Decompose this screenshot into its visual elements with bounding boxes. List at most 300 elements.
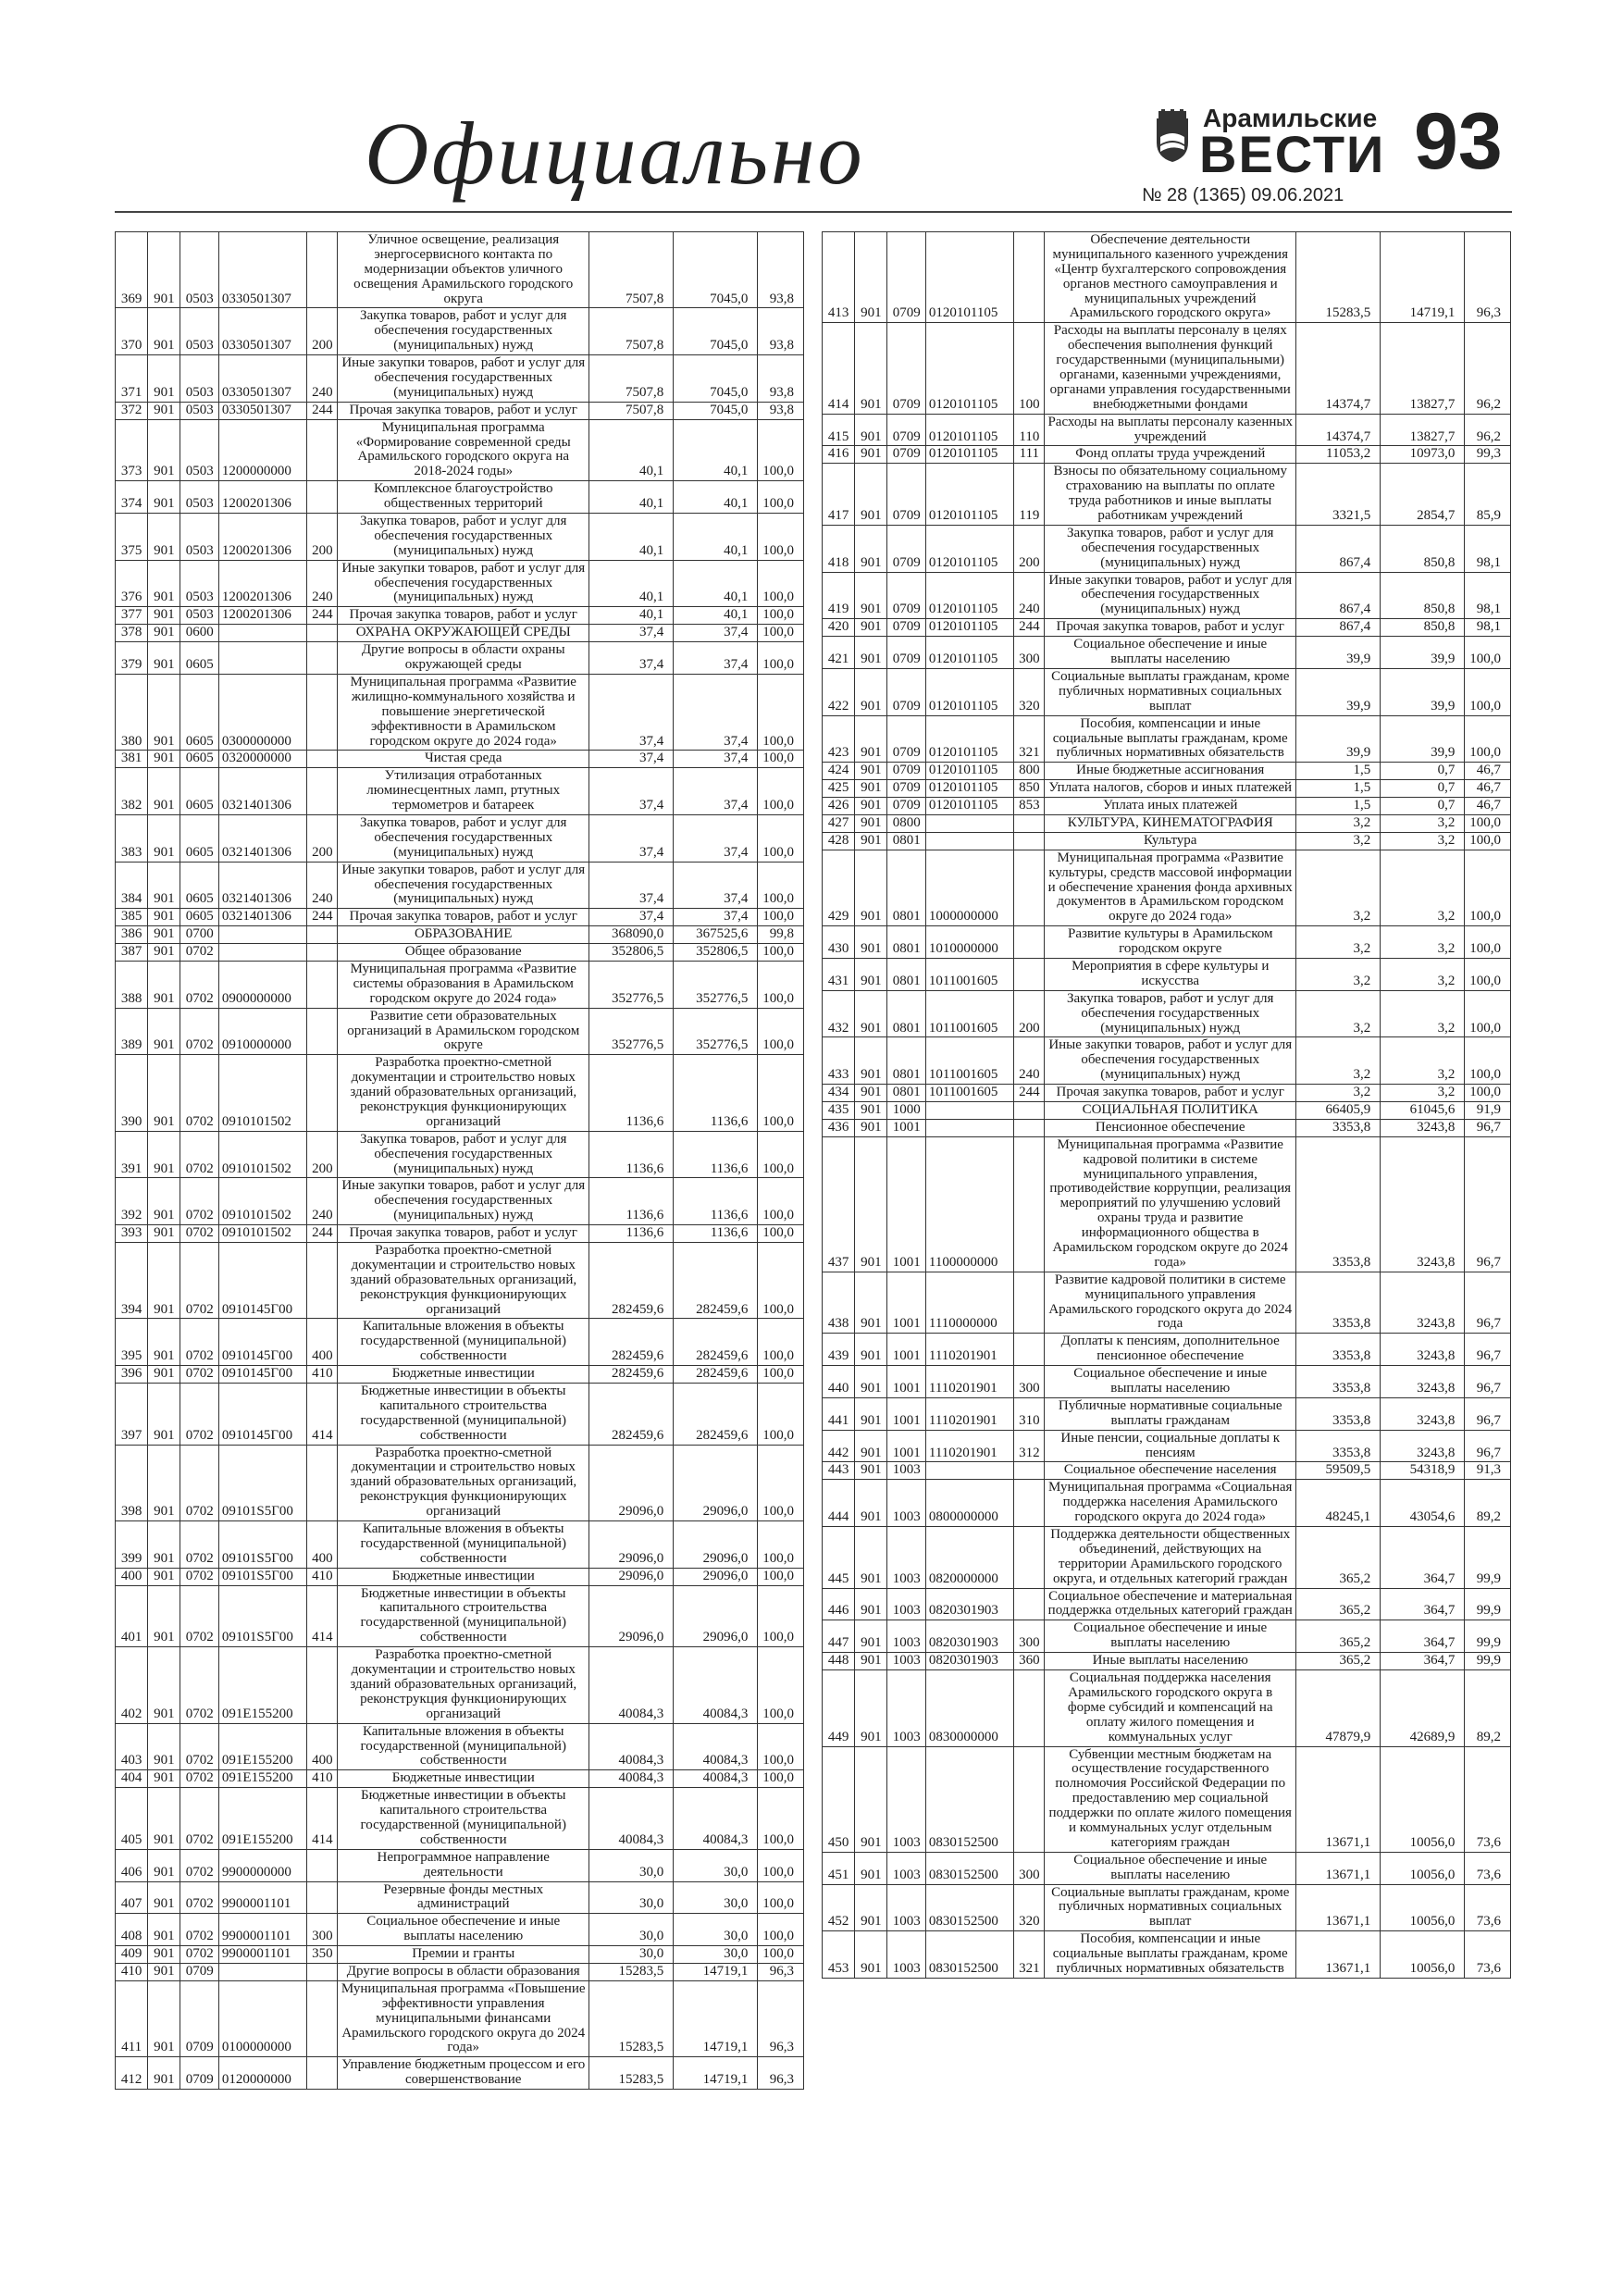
table-row	[823, 1620, 1511, 1653]
table-row	[823, 1462, 1511, 1480]
percent: 100,0	[758, 625, 804, 642]
admin-code: 901	[855, 1101, 887, 1119]
plan-amount: 29096,0	[589, 1568, 674, 1585]
section-code: 0801	[887, 990, 925, 1037]
expense-type: 350	[307, 1946, 338, 1964]
target-article: 1200000000	[218, 419, 306, 481]
section-code: 1003	[887, 1588, 925, 1620]
section-code: 0702	[180, 1914, 218, 1946]
expense-type	[307, 961, 338, 1008]
actual-amount: 3243,8	[1381, 1366, 1465, 1398]
plan-amount: 39,9	[1296, 668, 1381, 715]
item-name: Иные выплаты населению	[1045, 1653, 1296, 1670]
plan-amount: 40084,3	[589, 1788, 674, 1850]
actual-amount: 14719,1	[1381, 232, 1465, 323]
target-article: 0120101105	[925, 323, 1013, 414]
expense-type	[307, 642, 338, 675]
target-article: 0100000000	[218, 1980, 306, 2056]
brand-name-main: ВЕСТИ	[1199, 125, 1386, 183]
row-number: 413	[823, 232, 855, 323]
row-number: 429	[823, 850, 855, 925]
admin-code: 901	[148, 1521, 180, 1569]
expense-type: 320	[1014, 668, 1045, 715]
admin-code: 901	[855, 668, 887, 715]
table-row	[116, 1131, 804, 1178]
percent: 93,8	[758, 308, 804, 355]
percent: 98,1	[1465, 525, 1511, 572]
table-row	[823, 572, 1511, 619]
target-article: 1110201901	[925, 1430, 1013, 1462]
row-number: 441	[823, 1397, 855, 1430]
actual-amount: 282459,6	[674, 1319, 758, 1366]
admin-code: 901	[855, 637, 887, 669]
admin-code: 901	[148, 481, 180, 514]
actual-amount: 1136,6	[674, 1225, 758, 1243]
expense-type	[307, 232, 338, 308]
percent: 100,0	[758, 1319, 804, 1366]
plan-amount: 1,5	[1296, 763, 1381, 780]
target-article	[218, 944, 306, 962]
item-name: Прочая закупка товаров, работ и услуг	[338, 607, 589, 625]
expense-type: 400	[307, 1521, 338, 1569]
actual-amount: 850,8	[1381, 619, 1465, 637]
actual-amount: 364,7	[1381, 1653, 1465, 1670]
actual-amount: 37,4	[674, 862, 758, 909]
row-number: 406	[116, 1849, 148, 1881]
expense-type: 200	[307, 1131, 338, 1178]
table-row	[116, 607, 804, 625]
item-name: Прочая закупка товаров, работ и услуг	[338, 402, 589, 419]
plan-amount: 1136,6	[589, 1178, 674, 1225]
plan-amount: 37,4	[589, 625, 674, 642]
admin-code: 901	[855, 1366, 887, 1398]
percent: 100,0	[758, 1225, 804, 1243]
table-row	[116, 402, 804, 419]
actual-amount: 3,2	[1381, 850, 1465, 925]
expense-type: 300	[307, 1914, 338, 1946]
percent: 100,0	[758, 560, 804, 607]
expense-type	[307, 481, 338, 514]
actual-amount: 850,8	[1381, 572, 1465, 619]
percent: 93,8	[758, 232, 804, 308]
admin-code: 901	[148, 308, 180, 355]
actual-amount: 7045,0	[674, 308, 758, 355]
item-name: Прочая закупка товаров, работ и услуг	[1045, 619, 1296, 637]
section-code: 0605	[180, 909, 218, 926]
item-name: Закупка товаров, работ и услуг для обеспечения государственных (муниципальных) нужд	[1045, 525, 1296, 572]
table-row	[823, 323, 1511, 414]
row-number: 442	[823, 1430, 855, 1462]
actual-amount: 13827,7	[1381, 414, 1465, 446]
plan-amount: 365,2	[1296, 1620, 1381, 1653]
percent: 93,8	[758, 355, 804, 403]
percent: 96,7	[1465, 1136, 1511, 1272]
target-article: 0120101105	[925, 414, 1013, 446]
row-number: 384	[116, 862, 148, 909]
admin-code: 901	[855, 958, 887, 990]
percent: 100,0	[1465, 926, 1511, 959]
percent: 100,0	[758, 1366, 804, 1384]
percent: 96,7	[1465, 1366, 1511, 1398]
target-article: 1200201306	[218, 481, 306, 514]
target-article: 1200201306	[218, 607, 306, 625]
target-article: 0300000000	[218, 674, 306, 750]
section-code: 0800	[887, 814, 925, 832]
section-code: 1003	[887, 1462, 925, 1480]
item-name: Иные закупки товаров, работ и услуг для обеспечения государственных (муниципальных) нужд	[338, 560, 589, 607]
item-name: Обеспечение деятельности муниципального казенного учреждения «Центр бухгалтерского сопровождения органов местного самоуправления и муниципальных учреждений Арамильского городского округа»	[1045, 232, 1296, 323]
section-code: 0702	[180, 1647, 218, 1723]
row-number: 400	[116, 1568, 148, 1585]
item-name: Бюджетные инвестиции	[338, 1366, 589, 1384]
section-code: 0503	[180, 355, 218, 403]
target-article: 091E155200	[218, 1770, 306, 1788]
target-article: 0820301903	[925, 1620, 1013, 1653]
expense-type	[307, 926, 338, 944]
item-name: Взносы по обязательному социальному страхованию на выплаты по оплате труда работников и иные выплаты работникам учреждений	[1045, 464, 1296, 526]
percent: 96,2	[1465, 323, 1511, 414]
expense-type: 200	[307, 514, 338, 561]
percent: 100,0	[758, 1946, 804, 1964]
item-name: Уплата налогов, сборов и иных платежей	[1045, 780, 1296, 798]
actual-amount: 3243,8	[1381, 1119, 1465, 1136]
row-number: 385	[116, 909, 148, 926]
percent: 100,0	[758, 1770, 804, 1788]
plan-amount: 39,9	[1296, 715, 1381, 763]
row-number: 407	[116, 1881, 148, 1914]
item-name: КУЛЬТУРА, КИНЕМАТОГРАФИЯ	[1045, 814, 1296, 832]
item-name: Расходы на выплаты персоналу казенных учреждений	[1045, 414, 1296, 446]
percent: 100,0	[1465, 637, 1511, 669]
section-code: 1003	[887, 1653, 925, 1670]
header-rule	[115, 211, 1512, 213]
actual-amount: 30,0	[674, 1849, 758, 1881]
percent: 93,8	[758, 402, 804, 419]
target-article	[925, 1462, 1013, 1480]
expense-type: 410	[307, 1770, 338, 1788]
expense-type	[1014, 232, 1045, 323]
actual-amount: 0,7	[1381, 763, 1465, 780]
expense-type: 300	[1014, 1366, 1045, 1398]
table-row	[116, 862, 804, 909]
admin-code: 901	[148, 1366, 180, 1384]
percent: 100,0	[758, 1723, 804, 1770]
page-number: 93	[1414, 97, 1503, 186]
section-code: 0801	[887, 958, 925, 990]
row-number: 430	[823, 926, 855, 959]
left-column	[115, 231, 804, 2090]
target-article: 0910145Г00	[218, 1319, 306, 1366]
target-article: 0800000000	[925, 1480, 1013, 1527]
table-row	[823, 763, 1511, 780]
row-number: 449	[823, 1670, 855, 1746]
coat-of-arms-icon	[1153, 109, 1192, 163]
section-code: 0600	[180, 625, 218, 642]
actual-amount: 10056,0	[1381, 1746, 1465, 1852]
table-row	[116, 419, 804, 481]
table-row	[116, 1008, 804, 1055]
actual-amount: 37,4	[674, 814, 758, 862]
row-number: 376	[116, 560, 148, 607]
percent: 100,0	[1465, 668, 1511, 715]
expense-type: 360	[1014, 1653, 1045, 1670]
item-name: Разработка проектно-сметной документации и строительство новых зданий образовательных организаций, реконструкция функционирующих организаций	[338, 1055, 589, 1131]
actual-amount: 61045,6	[1381, 1101, 1465, 1119]
section-code: 0702	[180, 1770, 218, 1788]
item-name: Социальные выплаты гражданам, кроме публичных нормативных социальных выплат	[1045, 668, 1296, 715]
row-number: 404	[116, 1770, 148, 1788]
plan-amount: 3353,8	[1296, 1334, 1381, 1366]
target-article: 0321401306	[218, 768, 306, 815]
actual-amount: 37,4	[674, 674, 758, 750]
row-number: 382	[116, 768, 148, 815]
admin-code: 901	[855, 1085, 887, 1102]
row-number: 397	[116, 1384, 148, 1446]
admin-code: 901	[148, 625, 180, 642]
item-name: Социальное обеспечение и иные выплаты населению	[1045, 1366, 1296, 1398]
item-name: Прочая закупка товаров, работ и услуг	[338, 909, 589, 926]
item-name: Иные пенсии, социальные доплаты к пенсиям	[1045, 1430, 1296, 1462]
section-code: 0503	[180, 402, 218, 419]
admin-code: 901	[855, 1462, 887, 1480]
actual-amount: 352776,5	[674, 1008, 758, 1055]
target-article	[218, 926, 306, 944]
table-row	[823, 232, 1511, 323]
row-number: 418	[823, 525, 855, 572]
table-row	[116, 1585, 804, 1647]
percent: 100,0	[758, 1521, 804, 1569]
admin-code: 901	[855, 1272, 887, 1334]
plan-amount: 11053,2	[1296, 446, 1381, 464]
actual-amount: 352776,5	[674, 961, 758, 1008]
admin-code: 901	[855, 1653, 887, 1670]
percent: 46,7	[1465, 798, 1511, 815]
admin-code: 901	[148, 674, 180, 750]
plan-amount: 48245,1	[1296, 1480, 1381, 1527]
row-number: 379	[116, 642, 148, 675]
item-name: Пособия, компенсации и иные социальные выплаты гражданам, кроме публичных нормативных обязательств	[1045, 715, 1296, 763]
actual-amount: 39,9	[1381, 715, 1465, 763]
target-article: 0120101105	[925, 464, 1013, 526]
percent: 100,0	[1465, 958, 1511, 990]
item-name: Закупка товаров, работ и услуг для обеспечения государственных (муниципальных) нужд	[338, 814, 589, 862]
row-number: 395	[116, 1319, 148, 1366]
actual-amount: 364,7	[1381, 1588, 1465, 1620]
row-number: 432	[823, 990, 855, 1037]
section-code: 0605	[180, 751, 218, 768]
row-number: 440	[823, 1366, 855, 1398]
table-row	[116, 674, 804, 750]
section-code: 1001	[887, 1272, 925, 1334]
target-article: 0120101105	[925, 780, 1013, 798]
issue-info: № 28 (1365) 09.06.2021	[1142, 185, 1344, 205]
section-code: 1001	[887, 1430, 925, 1462]
plan-amount: 40,1	[589, 481, 674, 514]
row-number: 373	[116, 419, 148, 481]
table-row	[116, 1445, 804, 1520]
plan-amount: 13671,1	[1296, 1852, 1381, 1884]
row-number: 403	[116, 1723, 148, 1770]
plan-amount: 7507,8	[589, 402, 674, 419]
row-number: 448	[823, 1653, 855, 1670]
table-row	[116, 926, 804, 944]
percent: 100,0	[758, 1788, 804, 1850]
plan-amount: 1136,6	[589, 1225, 674, 1243]
target-article: 0120101105	[925, 763, 1013, 780]
table-row	[823, 446, 1511, 464]
admin-code: 901	[148, 1568, 180, 1585]
section-code: 0709	[887, 464, 925, 526]
table-row	[823, 990, 1511, 1037]
item-name: Иные закупки товаров, работ и услуг для обеспечения государственных (муниципальных) нужд	[1045, 572, 1296, 619]
row-number: 434	[823, 1085, 855, 1102]
expense-type: 244	[307, 1225, 338, 1243]
expense-type: 300	[1014, 1852, 1045, 1884]
target-article: 0120101105	[925, 668, 1013, 715]
budget-table-left	[115, 231, 804, 2090]
admin-code: 901	[148, 232, 180, 308]
table-row	[823, 1085, 1511, 1102]
plan-amount: 14374,7	[1296, 414, 1381, 446]
plan-amount: 66405,9	[1296, 1101, 1381, 1119]
actual-amount: 10056,0	[1381, 1884, 1465, 1931]
target-article	[925, 1119, 1013, 1136]
actual-amount: 10056,0	[1381, 1852, 1465, 1884]
plan-amount: 14374,7	[1296, 323, 1381, 414]
percent: 100,0	[758, 944, 804, 962]
plan-amount: 13671,1	[1296, 1746, 1381, 1852]
table-row	[823, 1334, 1511, 1366]
item-name: Комплексное благоустройство общественных территорий	[338, 481, 589, 514]
expense-type: 240	[307, 560, 338, 607]
expense-type: 414	[307, 1384, 338, 1446]
target-article: 0330501307	[218, 355, 306, 403]
actual-amount: 282459,6	[674, 1243, 758, 1319]
percent: 89,2	[1465, 1670, 1511, 1746]
percent: 96,3	[758, 1963, 804, 1980]
item-name: Социальное обеспечение населения	[1045, 1462, 1296, 1480]
section-code: 1001	[887, 1136, 925, 1272]
section-code: 0702	[180, 1319, 218, 1366]
actual-amount: 37,4	[674, 642, 758, 675]
table-row	[823, 1397, 1511, 1430]
plan-amount: 368090,0	[589, 926, 674, 944]
expense-type	[1014, 850, 1045, 925]
expense-type	[307, 1963, 338, 1980]
table-row	[116, 1521, 804, 1569]
table-row	[116, 355, 804, 403]
row-number: 389	[116, 1008, 148, 1055]
target-article: 1110201901	[925, 1366, 1013, 1398]
expense-type: 321	[1014, 715, 1045, 763]
expense-type	[307, 1849, 338, 1881]
expense-type	[1014, 958, 1045, 990]
table-row	[823, 464, 1511, 526]
percent: 91,9	[1465, 1101, 1511, 1119]
plan-amount: 1136,6	[589, 1055, 674, 1131]
section-code: 1001	[887, 1119, 925, 1136]
section-code: 1003	[887, 1670, 925, 1746]
section-code: 0503	[180, 514, 218, 561]
plan-amount: 3,2	[1296, 1037, 1381, 1085]
percent: 100,0	[1465, 832, 1511, 850]
table-row	[116, 625, 804, 642]
expense-type	[1014, 1101, 1045, 1119]
table-row	[116, 751, 804, 768]
actual-amount: 40084,3	[674, 1770, 758, 1788]
admin-code: 901	[855, 1334, 887, 1366]
plan-amount: 7507,8	[589, 232, 674, 308]
target-article: 0910101502	[218, 1225, 306, 1243]
item-name: Бюджетные инвестиции в объекты капитального строительства государственной (муниципальной) собственности	[338, 1384, 589, 1446]
actual-amount: 37,4	[674, 909, 758, 926]
percent: 100,0	[758, 1055, 804, 1131]
actual-amount: 43054,6	[1381, 1480, 1465, 1527]
table-row	[823, 1653, 1511, 1670]
actual-amount: 3243,8	[1381, 1397, 1465, 1430]
section-code: 0702	[180, 961, 218, 1008]
row-number: 425	[823, 780, 855, 798]
section-code: 0709	[887, 780, 925, 798]
row-number: 452	[823, 1884, 855, 1931]
actual-amount: 1136,6	[674, 1055, 758, 1131]
percent: 96,7	[1465, 1397, 1511, 1430]
actual-amount: 7045,0	[674, 402, 758, 419]
row-number: 391	[116, 1131, 148, 1178]
item-name: Муниципальная программа «Социальная поддержка населения Арамильского городского округа до 2024 года»	[1045, 1480, 1296, 1527]
percent: 85,9	[1465, 464, 1511, 526]
plan-amount: 30,0	[589, 1881, 674, 1914]
admin-code: 901	[148, 2057, 180, 2090]
plan-amount: 3,2	[1296, 926, 1381, 959]
percent: 73,6	[1465, 1746, 1511, 1852]
actual-amount: 30,0	[674, 1914, 758, 1946]
actual-amount: 3,2	[1381, 958, 1465, 990]
expense-type: 244	[1014, 1085, 1045, 1102]
table-row	[116, 1055, 804, 1131]
target-article	[925, 814, 1013, 832]
item-name: Муниципальная программа «Развитие кадровой политики в системе муниципального управления, противодействие коррупции, реализация мероприятий по улучшению условий охраны труда и развитие информационного общества в Арамильском городском округе до 2024 года»	[1045, 1136, 1296, 1272]
actual-amount: 10973,0	[1381, 446, 1465, 464]
expense-type	[307, 1647, 338, 1723]
row-number: 415	[823, 414, 855, 446]
plan-amount: 40084,3	[589, 1647, 674, 1723]
expense-type: 119	[1014, 464, 1045, 526]
table-row	[116, 768, 804, 815]
row-number: 420	[823, 619, 855, 637]
plan-amount: 282459,6	[589, 1243, 674, 1319]
table-row	[116, 1568, 804, 1585]
admin-code: 901	[148, 1881, 180, 1914]
plan-amount: 37,4	[589, 768, 674, 815]
item-name: Другие вопросы в области охраны окружающей среды	[338, 642, 589, 675]
plan-amount: 365,2	[1296, 1527, 1381, 1589]
table-row	[116, 1980, 804, 2056]
expense-type: 400	[307, 1723, 338, 1770]
section-code: 1001	[887, 1366, 925, 1398]
table-row	[823, 1746, 1511, 1852]
expense-type	[1014, 1746, 1045, 1852]
section-code: 1003	[887, 1746, 925, 1852]
section-code: 0801	[887, 1085, 925, 1102]
section-code: 0503	[180, 308, 218, 355]
expense-type: 400	[307, 1319, 338, 1366]
target-article: 9900000000	[218, 1849, 306, 1881]
admin-code: 901	[148, 768, 180, 815]
expense-type: 300	[1014, 637, 1045, 669]
target-article: 0120101105	[925, 715, 1013, 763]
item-name: Иные закупки товаров, работ и услуг для обеспечения государственных (муниципальных) нужд	[1045, 1037, 1296, 1085]
